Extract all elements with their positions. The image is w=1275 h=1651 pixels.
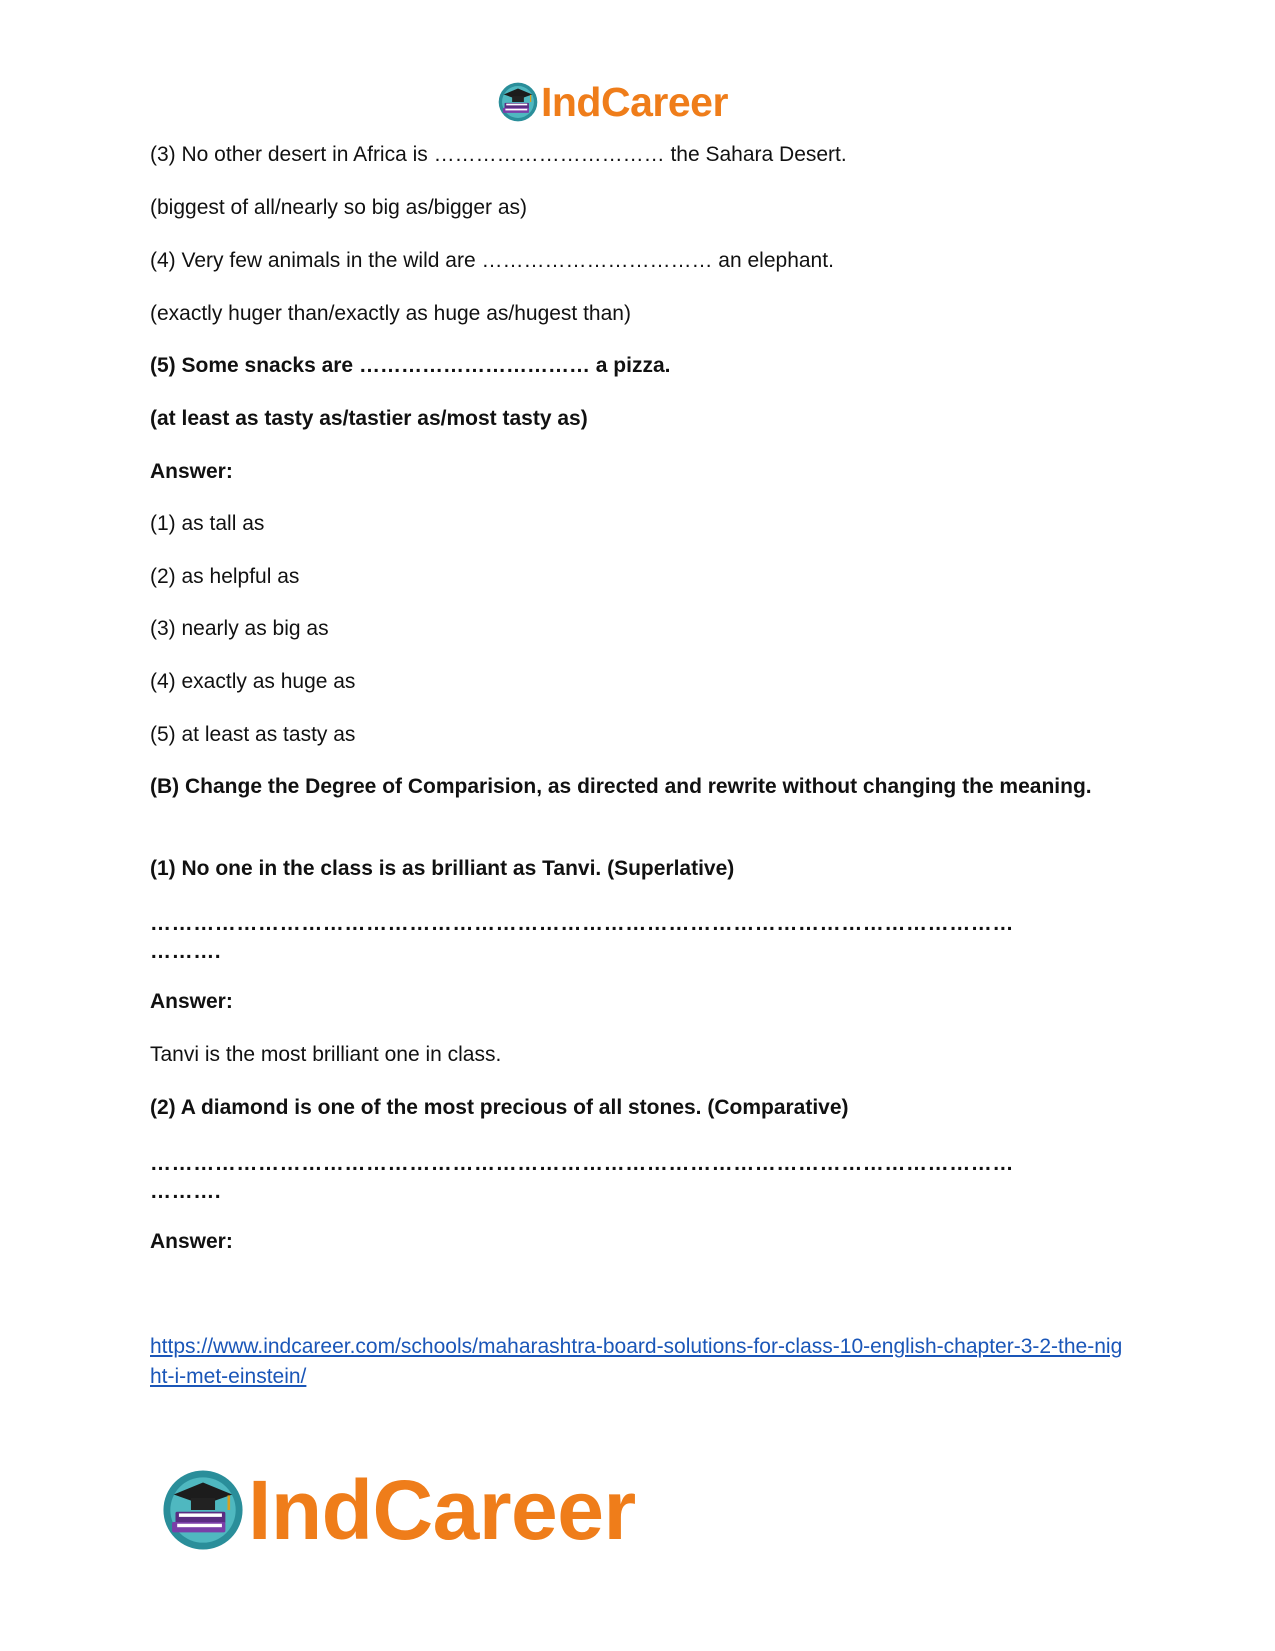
graduation-book-logo-icon (497, 81, 539, 123)
header-logo-text: IndCareer (541, 79, 728, 125)
answer-heading-b1: Answer: (150, 990, 233, 1013)
question-3: (3) No other desert in Africa is …………………………… the Sahara Desert. (150, 143, 847, 166)
answer-3: (3) nearly as big as (150, 617, 329, 640)
footer-logo-text: IndCareer (248, 1463, 636, 1557)
question-4: (4) Very few animals in the wild are …………………………… an elephant. (150, 249, 834, 272)
answer-blank-line-2 (150, 1150, 1110, 1206)
graduation-book-logo-icon (160, 1467, 246, 1553)
answer-blank-dots-1a: ………………………………………………………………………………………………………… (150, 912, 1014, 935)
question-5-options: (at least as tasty as/tastier as/most tasty as) (150, 407, 588, 430)
question-5: (5) Some snacks are …………………………… a pizza. (150, 354, 671, 377)
section-b-question-2: (2) A diamond is one of the most precious of all stones. (Comparative) (150, 1096, 849, 1119)
source-link[interactable]: https://www.indcareer.com/schools/maharashtra-board-solutions-for-class-10-english-chapter-3-2-the-night-i-met-einstein/ (150, 1335, 1123, 1388)
answer-heading: Answer: (150, 460, 233, 483)
section-b-answer-1: Tanvi is the most brilliant one in class. (150, 1043, 502, 1066)
footer-logo (160, 1465, 636, 1555)
section-b-heading: (B) Change the Degree of Comparision, as directed and rewrite without changing the meaning. (150, 775, 1092, 798)
answer-blank-dots-2a: ………………………………………………………………………………………………………… (150, 1152, 1014, 1175)
question-4-options: (exactly huger than/exactly as huge as/hugest than) (150, 302, 631, 325)
section-b-question-1: (1) No one in the class is as brilliant as Tanvi. (Superlative) (150, 857, 735, 880)
answer-5: (5) at least as tasty as (150, 723, 356, 746)
answer-heading-b2: Answer: (150, 1230, 233, 1253)
answer-2: (2) as helpful as (150, 565, 300, 588)
answer-4: (4) exactly as huge as (150, 670, 356, 693)
answer-1: (1) as tall as (150, 512, 265, 535)
header-logo (497, 76, 728, 128)
answer-blank-line-1 (150, 910, 1110, 966)
question-3-options: (biggest of all/nearly so big as/bigger as) (150, 196, 528, 219)
answer-blank-dots-1b: ………. (150, 940, 222, 963)
answer-blank-dots-2b: ………. (150, 1180, 222, 1203)
